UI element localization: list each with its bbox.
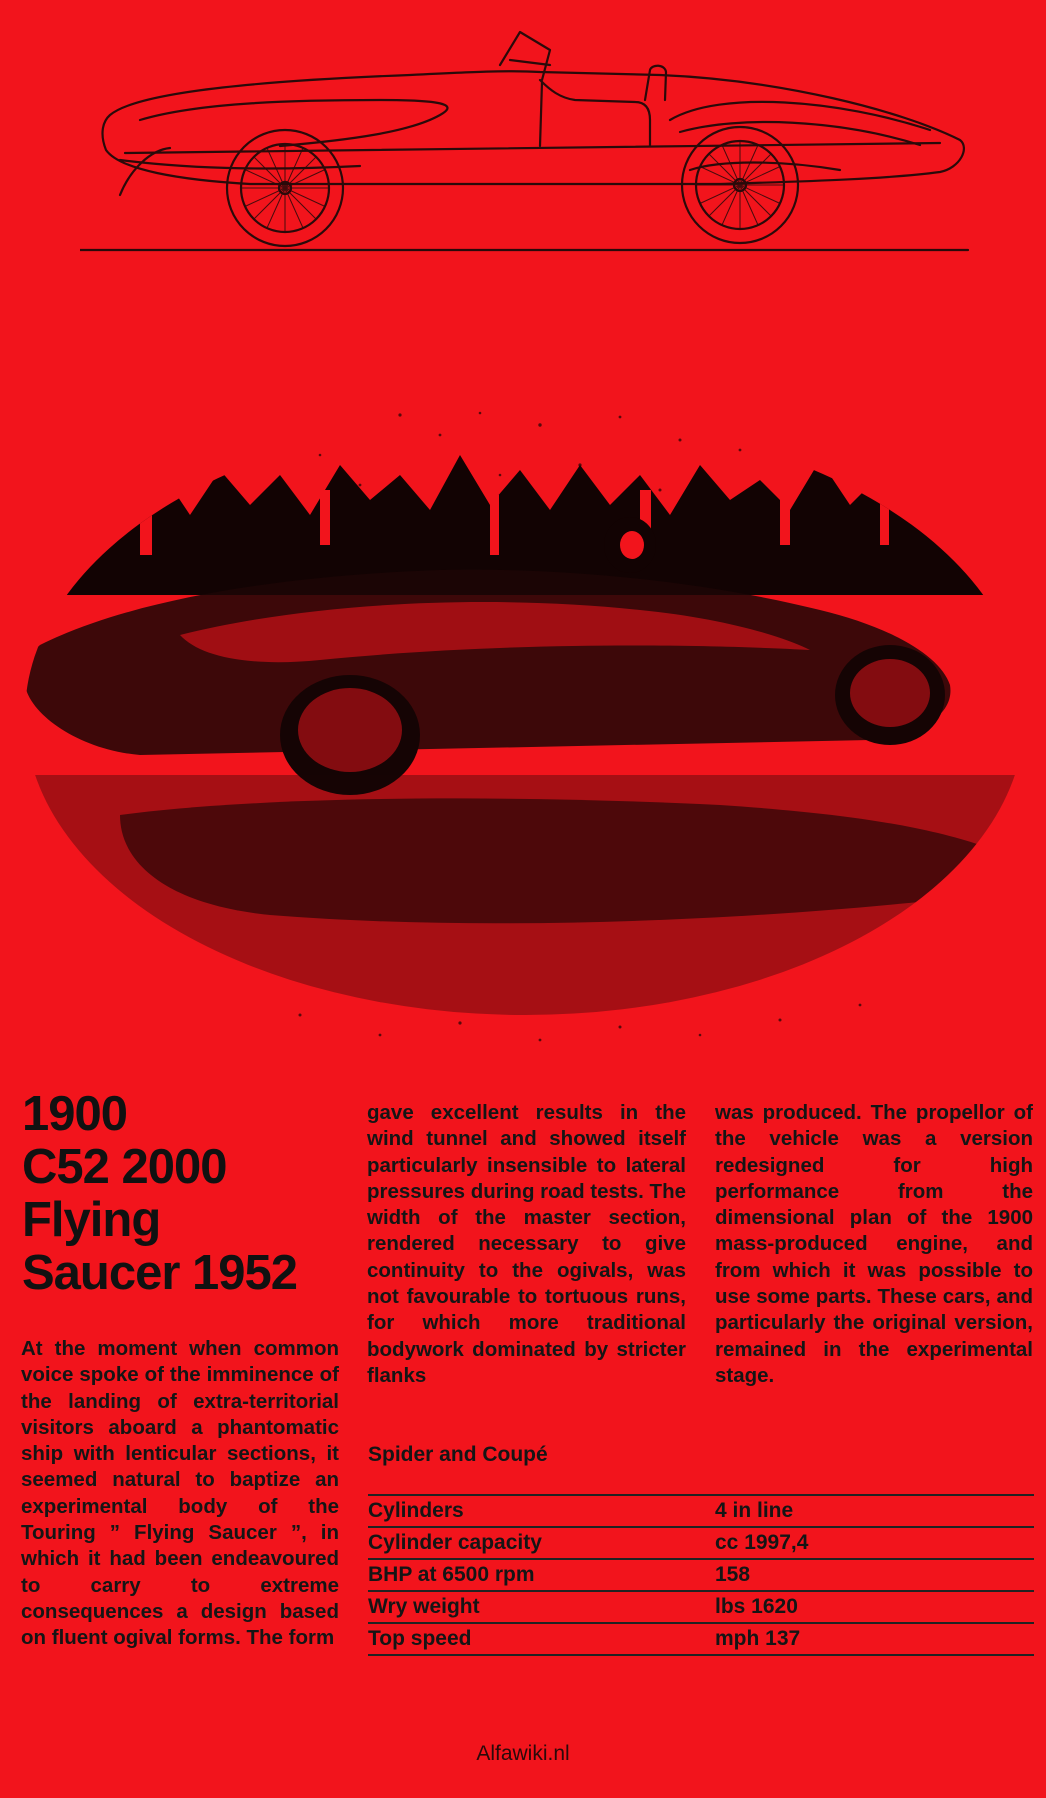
title-line: Saucer 1952 [22, 1246, 298, 1300]
spec-label: Top speed [368, 1627, 472, 1650]
spec-row [368, 1560, 1034, 1592]
body-column-2: gave excellent results in the wind tunnel and showed itself particularly insensible to lateral pressures during road tests. The width of the master section, rendered necessary to give continuity to the ogivals, was not favourable to tortuous runs, for which more traditional bodywork dominated by stricter flanks [367, 1101, 686, 1387]
car-side-drawing [80, 20, 980, 260]
spec-value: 158 [715, 1563, 751, 1586]
title-line: C52 2000 [22, 1140, 227, 1194]
spec-value: mph 137 [715, 1627, 801, 1650]
spec-label: Cylinder capacity [368, 1531, 542, 1554]
specs-table [368, 1494, 1034, 1656]
spec-value: lbs 1620 [715, 1595, 798, 1618]
car-photo [20, 395, 1030, 1055]
spec-label: Wry weight [368, 1595, 480, 1618]
spec-value: 4 in line [715, 1499, 794, 1522]
page-title [22, 1088, 352, 1300]
spec-row [368, 1624, 1034, 1656]
spec-row [368, 1528, 1034, 1560]
spec-row [368, 1496, 1034, 1528]
spec-value: cc 1997,4 [715, 1531, 809, 1554]
title-line: Flying [22, 1193, 161, 1247]
spec-label: BHP at 6500 rpm [368, 1563, 535, 1586]
watermark-footer: Alfawiki.nl [476, 1742, 570, 1765]
spec-label: Cylinders [368, 1499, 464, 1522]
specs-title: Spider and Coupé [368, 1443, 548, 1466]
title-line: 1900 [22, 1087, 128, 1141]
body-column-1: At the moment when common voice spoke of the imminence of the landing of extra-territorial visitors aboard a phantomatic ship with lenticular sections, it seemed natural to baptize an experimental body of the Touring ” Flying Saucer ”, in which it had been endeavoured to carry to extreme consequences a design based on fluent ogival forms. The form [21, 1337, 339, 1650]
spec-row [368, 1592, 1034, 1624]
body-column-3: was produced. The propellor of the vehicle was a version redesigned for high performance from the dimensional plan of the 1900 mass-produced engine, and from which it was possible to use some parts. These cars, and particularly the original version, remained in the experimental stage. [715, 1101, 1033, 1387]
